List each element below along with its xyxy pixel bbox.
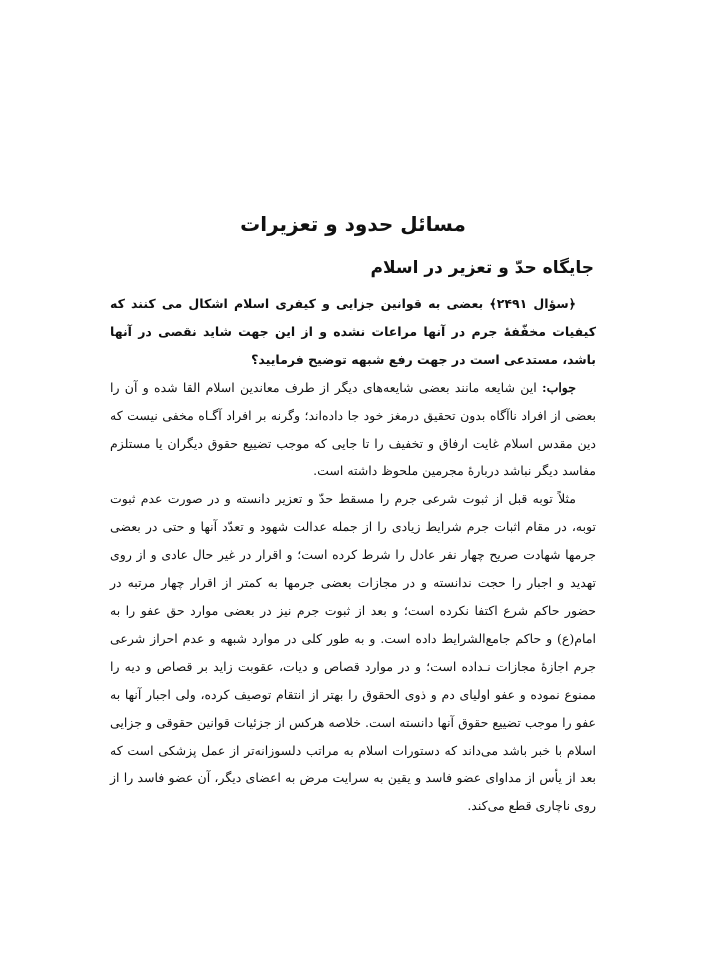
answer-text-1: این شایعه مانند بعضی شایعه‌های دیگر از طرف معاندین اسلام القا شده و آن را بعضی از افراد ناآگاه بدون تحقیق درمغز خود جا داده‌اند؛ وگرنه بر افراد آگـاه مخفی نیست که دین مقدس اسلام غایت ارفاق و تخفیف را تا جایی که موجب تضییع حقوق دیگران یا مستلزم مفاسد دیگر نباشد دربارهٔ مجرمین ملحوظ داشته است. <box>110 379 596 479</box>
question-text: بعضی به قوانین جزایی و کیفری اسلام اشکال می کنند که کیفیات مخفّفهٔ جرم در آنها مراعات نشده و از این جهت شاید نقصی در آنها باشد، مستدعی است در جهت رفع شبهه توضیح فرمایید؟ <box>110 296 596 367</box>
body-text <box>110 290 596 820</box>
section-title: جایگاه حدّ و تعزیر در اسلام <box>370 258 594 278</box>
question-paragraph <box>110 290 596 374</box>
answer-paragraph-2: مثلاً توبه قبل از ثبوت شرعی جرم را مسقط حدّ و تعزیر دانسته و در صورت عدم ثبوت توبه، در مقام اثبات جرم شرایط زیادی را از جمله عدالت شهود و تعدّد آنها و حتی در بعضی جرمها شهادت صریح چهار نفر عادل را شرط کرده است؛ و اقرار در غیر حال عادی و از روی تهدید و اجبار را حجت ندانسته و در مجازات بعضی جرمها به کمتر از اقرار چهار مرتبه در حضور حاکم شرع اکتفا نکرده است؛ و بعد از ثبوت جرم نیز در بعضی موارد حق عفو را به امام(ع) و حاکم جامع‌الشرایط داده است. و به طور کلی در موارد شبهه و عدم احراز شرعی جرم اجازهٔ مجازات نـداده است؛ و در موارد قصاص و دیات، عقوبت زاید بر قصاص و دیه را ممنوع نموده و عفو اولیای دم و ذوی الحقوق را بهتر از انتقام توصیف کرده، ولی اجبار آنها به عفو را موجب تضییع حقوق آنها دانسته است. خلاصه هرکس از جزئیات قوانین حقوقی و جزایی اسلام با خبر باشد می‌داند که دستورات اسلام به مراتب دلسوزانه‌تر از عمل پزشکی است که بعد از یأس از مداوای عضو فاسد و یقین به سرایت مرض به اعضای دیگر، آن عضو فاسد را از روی ناچاری قطع می‌کند. <box>110 491 596 814</box>
chapter-title: مسائل حدود و تعزیرات <box>240 212 466 236</box>
answer-paragraph-1 <box>110 374 596 486</box>
answer-label: جواب: <box>541 379 576 395</box>
question-label: ﴿سؤال ۲۴۹۱﴾ <box>489 296 576 311</box>
